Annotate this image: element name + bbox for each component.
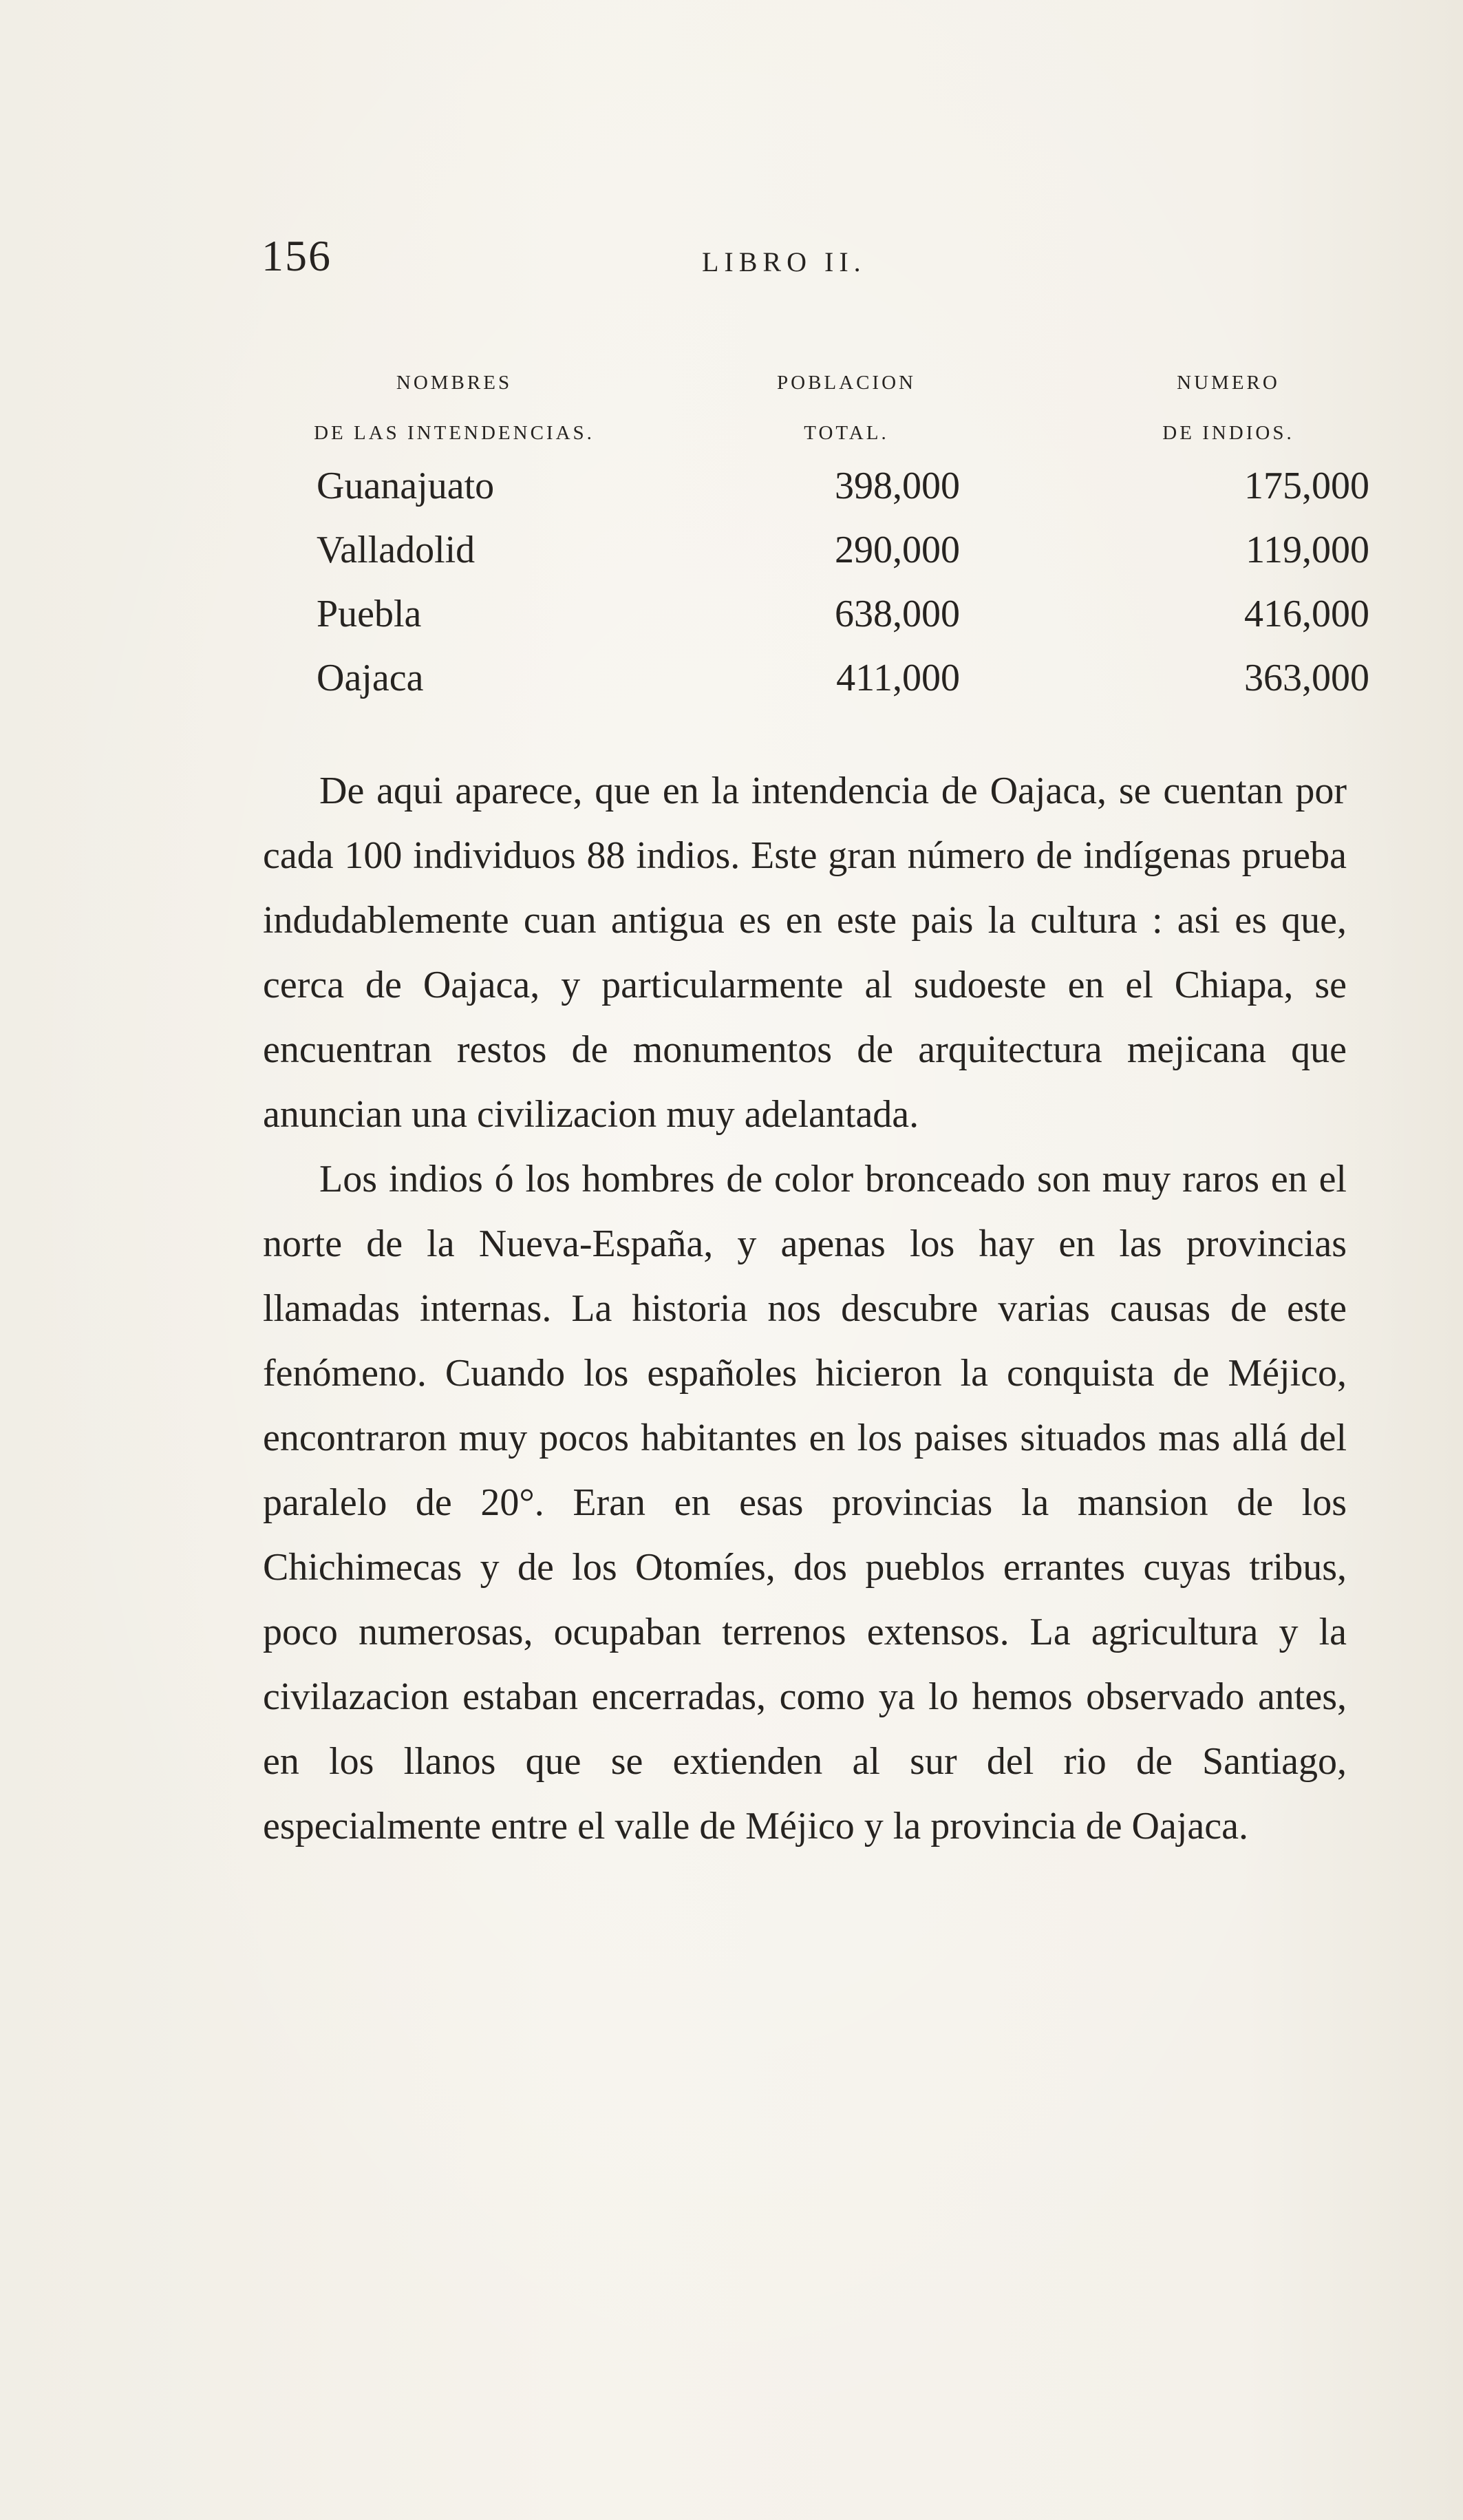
population-value: 290,000 <box>835 529 960 571</box>
population-value: 411,000 <box>836 657 960 699</box>
paragraph: De aqui aparece, que en la intendencia de Oajaca, se cuentan por cada 100 individuos 88 indios. Este gran número de indígenas prueba indudablemente cuan antigua es en este pais la cultura : asi es que, cerca de Oajaca, y particularmente al sudoeste en el Chiapa, se encuentran restos de monumentos de arquitectura mejicana que anuncian una civilizacion muy adelantada. <box>263 770 1347 1136</box>
table-row <box>261 518 1369 582</box>
indians-value: 363,000 <box>1244 657 1369 699</box>
page-header <box>261 231 1349 293</box>
column-header-line: DE INDIOS. <box>1162 422 1294 444</box>
page-number: 156 <box>261 231 332 280</box>
running-head: LIBRO II. <box>702 246 866 277</box>
indians-value: 119,000 <box>1246 529 1369 571</box>
column-header-line: POBLACION <box>777 372 916 394</box>
column-header-line: TOTAL. <box>804 422 889 444</box>
population-table <box>261 358 1369 710</box>
table-header <box>261 358 1349 454</box>
indians-value: 175,000 <box>1244 465 1369 507</box>
column-header-line: NOMBRES <box>396 372 513 394</box>
table-row <box>261 582 1369 646</box>
paragraph: Los indios ó los hombres de color bronceado son muy raros en el norte de la Nueva-España, y apenas los hay en las provincias llamadas internas. La historia nos descubre varias causas de este fenómeno. Cuando los españoles hicieron la conquista de Méjico, encontraron muy pocos habitantes en los paises situados mas allá del paralelo de 20°. Eran en esas provincias la mansion de los Chichimecas y de los Otomíes, dos pueblos errantes cuyas tribus, poco numerosas, ocupaban terrenos extensos. La agricultura y la civilazacion estaban encerradas, como ya lo hemos observado antes, en los llanos que se extienden al sur del rio de Santiago, especialmente entre el valle de Méjico y la provincia de Oajaca. <box>263 1158 1347 1847</box>
column-header-line: NUMERO <box>1177 372 1280 394</box>
table-row <box>261 646 1369 710</box>
intendencia-name: Valladolid <box>317 529 476 571</box>
population-value: 398,000 <box>835 465 960 507</box>
column-header-population <box>647 358 1046 458</box>
intendencia-name: Oajaca <box>317 657 424 699</box>
body-text <box>263 759 1347 1859</box>
table-row <box>261 454 1369 518</box>
column-header-names <box>261 358 647 458</box>
column-header-indians <box>1046 358 1411 458</box>
intendencia-name: Puebla <box>317 593 422 635</box>
population-value: 638,000 <box>835 593 960 635</box>
intendencia-name: Guanajuato <box>317 465 495 507</box>
indians-value: 416,000 <box>1244 593 1369 635</box>
column-header-line: DE LAS INTENDENCIAS. <box>314 422 595 444</box>
